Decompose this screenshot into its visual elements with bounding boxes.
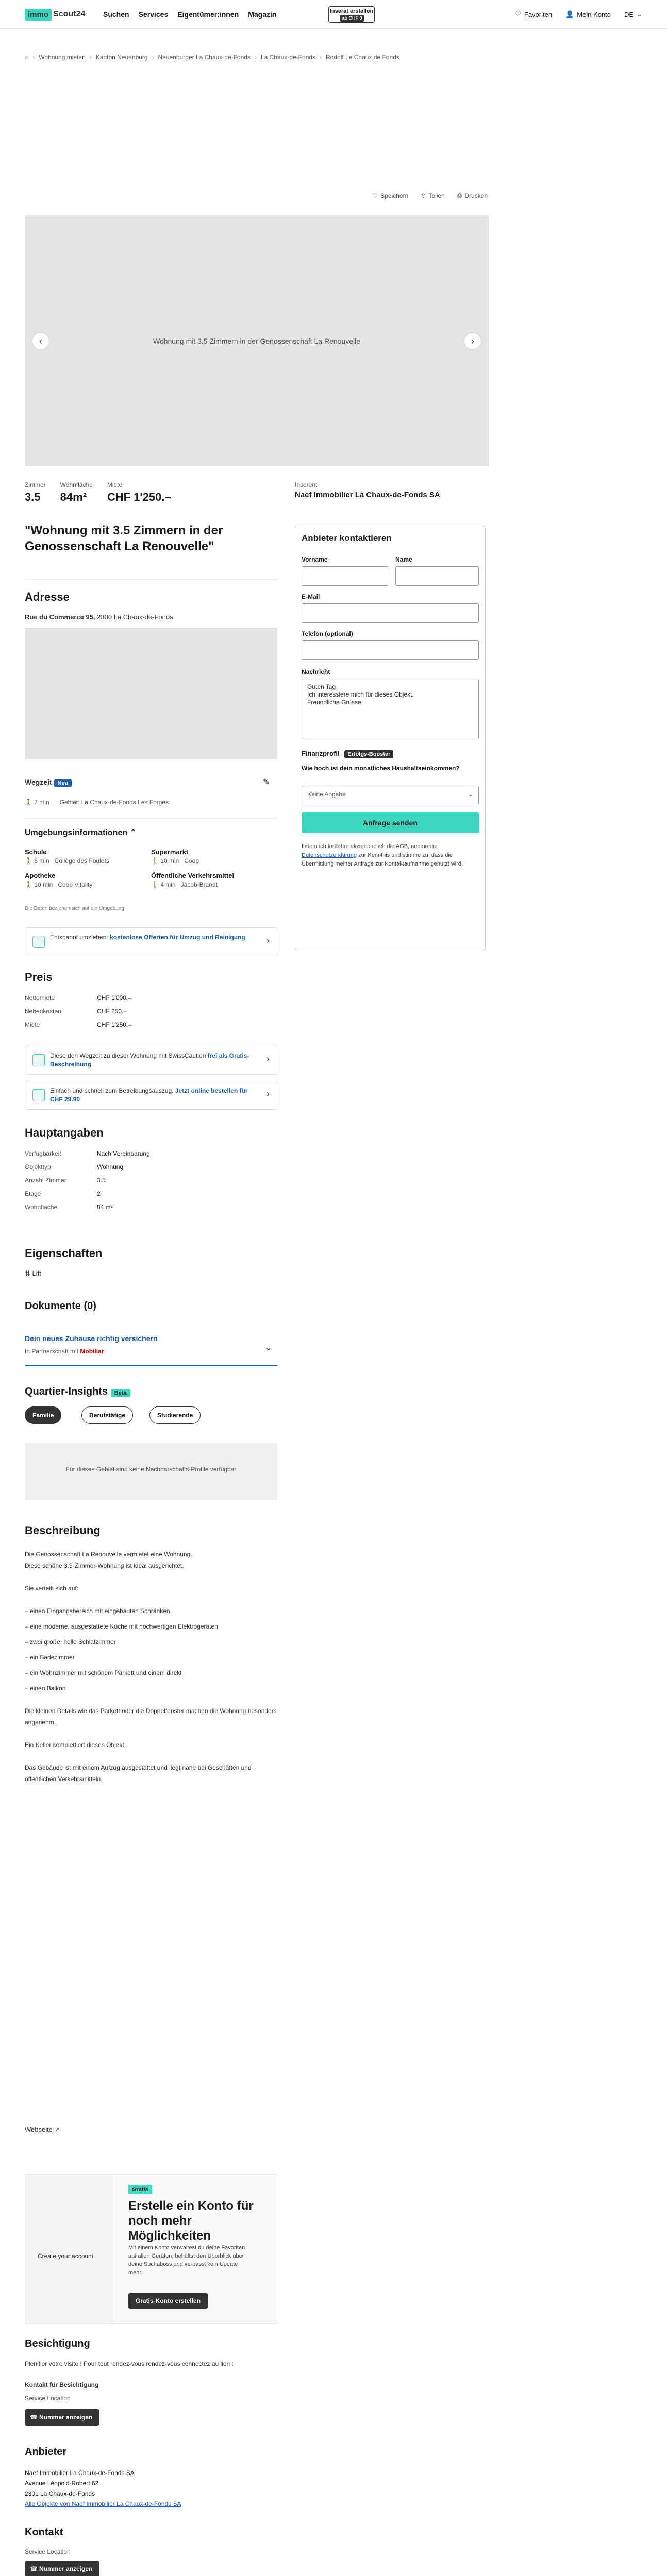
heart-icon: ♡ [372, 192, 378, 199]
surrounding-item: Öffentliche Verkehrsmittel 🚶 4 min Jacob-Brandt [151, 872, 235, 888]
share-button[interactable]: ⇪ Teilen [421, 192, 445, 199]
chevron-right-icon: › [266, 1054, 270, 1064]
fact-rooms: Zimmer 3.5 [25, 481, 46, 503]
price-row: Nettomiete CHF 1'000.– [25, 994, 131, 1002]
description-body: Die Genossenschaft La Renouvelle vermietet eine Wohnung. Diese schöne 3.5-Zimmer-Wohnung ist ideal ausgerichtet. Sie verteilt sich auf: – einen Eingangsbereich mit eingebauten Schränken – eine moderne, ausgestattete Küche mit hochwertigen Elektrogeräten – zwei große, helle Schlafzimmer – ein Badezimmer – ein Wohnzimmer mit schönem Parkett und einem direkt – einen Balkon Die kleinen Details wie das Parkett oder die Doppelfenster machen die Wohnung besonders angenehm. Ein Keller komplettiert dieses Objekt. Das Gebäude ist mit einem Aufzug ausgestattet und liegt nahe bei Geschäften und öffentlichen Verkehrsmitteln. [25, 1551, 277, 1783]
moving-offers-box[interactable]: Entspannt umziehen: kostenlose Offerten für Umzug und Reinigung › [25, 927, 277, 956]
insurance-partner: In Partnerschaft mit Mobiliar [25, 1348, 104, 1355]
viewing-show-number-button[interactable]: ☎ Nummer anzeigen [25, 2409, 99, 2426]
chevron-down-icon: ⌄ [637, 10, 642, 18]
surrounding-item: Schule 🚶 6 min Collège des Foulets [25, 848, 109, 865]
documents-heading: Dokumente (0) [25, 1300, 96, 1312]
account-promo: Create your account Gratis Erstelle ein Konto für noch mehr Möglichkeiten Mit einem Konto verwaltest du deine Favoriten auf allen Geräten, behältst den Überblick über deine Suchaboss und verpasst kein Update mehr. Gratis-Konto erstellen [25, 2174, 277, 2324]
promo-illustration [25, 2175, 113, 2323]
price-heading: Preis [25, 971, 53, 984]
nav-suchen[interactable]: Suchen [103, 10, 129, 19]
quarter-notice: Für dieses Gebiet sind keine Nachbarschafts-Profile verfügbar [25, 1443, 277, 1500]
firstname-input[interactable] [302, 566, 388, 586]
elevator-icon: ⇅ [25, 1269, 30, 1277]
insurance-title[interactable]: Dein neues Zuhause richtig versichern [25, 1334, 158, 1343]
description-heading: Beschreibung [25, 1524, 101, 1537]
viewing-contact-label: Kontakt für Besichtigung [25, 2381, 99, 2388]
external-link-icon: ↗ [54, 2126, 60, 2133]
insert-listing-button[interactable]: Inserat erstellen ab CHF 0 [328, 6, 375, 23]
walk-icon: 🚶 [151, 857, 159, 865]
main-info-table [25, 1147, 277, 1214]
fact-area: Wohnfläche 84m² [60, 481, 93, 503]
language-select[interactable]: DE ⌄ [624, 10, 642, 19]
fact-rent: Miete CHF 1'250.– [107, 481, 171, 503]
gallery-prev-button[interactable]: ‹ [32, 332, 49, 350]
save-button[interactable]: ♡ Speichern [372, 192, 409, 199]
info-row: Etage 2 [25, 1190, 101, 1197]
surroundings-grid [25, 848, 277, 888]
surroundings-note: Die Daten beziehen sich auf die Umgebung [25, 906, 124, 911]
share-icon: ⇪ [421, 192, 426, 199]
breadcrumb-item[interactable]: Kanton Neuenburg [95, 54, 148, 61]
price-row: Miete CHF 1'250.– [25, 1021, 131, 1028]
new-badge: Neu [54, 779, 72, 787]
heart-icon: ♡ [515, 10, 521, 18]
quarter-heading: Quartier-Insights Beta [25, 1386, 130, 1398]
income-select[interactable]: Keine Angabe ⌄ [302, 786, 479, 804]
gallery-next-button[interactable]: › [464, 332, 481, 350]
contact-heading: Kontakt [25, 2527, 63, 2538]
agent-label: Inserent [295, 481, 318, 488]
deposit-box[interactable]: Einfach und schnell zum Betreibungsauszug. Jetzt online bestellen für CHF 29.90 › [25, 1081, 277, 1110]
print-button[interactable]: ⎙ Drucken [457, 192, 488, 199]
walk-time-row: 🚶 7 min Gebiet: La Chaux-de-Fonds Les Forges [25, 799, 169, 806]
truck-icon [32, 936, 45, 948]
address-line: Rue du Commerce 95, 2300 La Chaux-de-Fonds [25, 613, 173, 621]
info-row: Wohnfläche 84 m² [25, 1204, 113, 1211]
shield-icon [32, 1054, 45, 1066]
chevron-right-icon: › [266, 1089, 270, 1099]
email-input[interactable] [302, 603, 479, 623]
edit-icon[interactable]: ✎ [263, 778, 270, 787]
message-textarea[interactable]: Guten Tag Ich interessiere mich für dieses Objekt. Freundliche Grüsse [302, 679, 479, 739]
address-heading: Adresse [25, 590, 70, 603]
pill-berufstaetige[interactable]: Berufstätige [81, 1406, 133, 1424]
breadcrumb-item[interactable]: Wohnung mieten [39, 54, 86, 61]
check-box[interactable]: Diese den Wegzeit zu dieser Wohnung mit SwissCaution frei als Gratis-Beschreibung › [25, 1046, 277, 1075]
form-disclaimer: Indem ich fortfahre akzeptiere ich die AGB, nehme die Datenschutzerklärung zur Kenntnis und stimme zu, dass die Übermittlung meiner Anfrage zur Kontaktaufnahme genutzt wird. [302, 843, 463, 867]
promo-heading: Erstelle ein Konto für noch mehr Möglichkeiten [128, 2199, 254, 2243]
finance-profile-label: Finanzprofil Erfolgs-Booster [302, 750, 393, 758]
breadcrumb: ⌂ › Wohnung mieten › Kanton Neuenburg › Neuenburger La Chaux-de-Fonds › La Chaux-de-Fonds › Rodolf Le Chaux de Fonds [25, 54, 399, 61]
viewing-text: Plenifier votre visite ! Pour tout rendez-vous rendez-vous connectez au lien : [25, 2360, 234, 2367]
nav-eigentuemer[interactable]: Eigentümer:innen [177, 10, 239, 19]
site-header [0, 0, 667, 29]
contact-form: Anbieter kontaktieren Vorname Name E-Mail Telefon (optional) Nachricht Guten Tag Ich interessiere mich für dieses Objekt. Freundliche Grüsse Finanzprofil Erfolgs-Booster Wie hoch ist dein monatliches Haushaltseinkommen? Keine Angabe ⌄ Anfrage senden Indem ich fortfahre akzeptiere ich die AGB, nehme die Datenschutzerklärung zur Kenntnis und stimme zu, dass die Übermittlung meiner Anfrage zur Kontaktaufnahme genutzt wird. [295, 526, 486, 950]
info-row: Verfügbarkeit Nach Vereinbarung [25, 1150, 150, 1157]
print-icon: ⎙ [457, 192, 462, 199]
breadcrumb-item[interactable]: Neuenburger La Chaux-de-Fonds [158, 54, 251, 61]
viewing-contact-value: Service Location [25, 2395, 71, 2402]
surrounding-item: Apotheke 🚶 10 min Coop Vitality [25, 872, 93, 888]
features-heading: Eigenschaften [25, 1247, 103, 1260]
document-icon [32, 1089, 45, 1101]
chevron-down-icon[interactable]: ⌄ [265, 1344, 272, 1352]
surroundings-heading[interactable]: Umgebungsinformationen ⌃ [25, 828, 137, 837]
price-row: Nebenkosten CHF 250.– [25, 1008, 127, 1015]
info-row: Anzahl Zimmer 3.5 [25, 1177, 106, 1184]
main-info-heading: Hauptangaben [25, 1126, 104, 1139]
contact-form-title: Anbieter kontaktieren [302, 533, 392, 543]
surrounding-item: Supermarkt 🚶 10 min Coop [151, 848, 199, 865]
chevron-down-icon: ⌄ [468, 791, 473, 798]
info-row: Objekttyp Wohnung [25, 1163, 124, 1171]
promo-text: Mit einem Konto verwaltest du deine Favoriten auf allen Geräten, behältst den Überblick über deine Suchaboss und verpasst kein Update mehr. [128, 2245, 245, 2276]
provider-heading: Anbieter [25, 2446, 67, 2458]
website-link[interactable]: Webseite ↗ [25, 2126, 60, 2133]
account-link[interactable]: 👤 Mein Konto [565, 10, 611, 19]
home-icon[interactable]: ⌂ [25, 54, 29, 61]
logo[interactable]: immo Scout24 [25, 8, 86, 21]
breadcrumb-item[interactable]: La Chaux-de-Fonds [260, 54, 316, 61]
agent-name[interactable]: Naef Immobilier La Chaux-de-Fonds SA [295, 490, 440, 499]
create-account-button[interactable]: Gratis-Konto erstellen [128, 2293, 208, 2309]
listing-title: "Wohnung mit 3.5 Zimmern in der Genossenschaft La Renouvelle" [25, 523, 223, 553]
gallery-caption: Wohnung mit 3.5 Zimmern in der Genossenschaft La Renouvelle [153, 337, 361, 345]
viewing-heading: Besichtigung [25, 2338, 90, 2349]
contact-show-number-button[interactable]: ☎ Nummer anzeigen [25, 2561, 99, 2576]
user-icon: 👤 [565, 10, 574, 18]
listing-actions [372, 192, 488, 199]
location-map[interactable] [25, 628, 277, 759]
chevron-up-icon: ⌃ [129, 828, 137, 837]
contact-value: Service Location [25, 2548, 71, 2555]
key-facts [25, 481, 171, 504]
chevron-right-icon: › [266, 935, 270, 945]
image-gallery[interactable] [25, 215, 489, 466]
favorites-link[interactable]: ♡ Favoriten [515, 10, 553, 19]
nav-magazin[interactable]: Magazin [248, 10, 277, 19]
breadcrumb-item: Rodolf Le Chaux de Fonds [326, 54, 399, 61]
walk-icon: 🚶 [25, 881, 32, 888]
nav-services[interactable]: Services [138, 10, 169, 19]
feature-lift: ⇅ Lift [25, 1269, 41, 1277]
phone-input[interactable] [302, 640, 479, 660]
provider-address: Naef Immobilier La Chaux-de-Fonds SA Avenue Léopold-Robert 62 2301 La Chaux-de-Fonds Alle Objekte von Naef Immobilier La Chaux-de-Fonds SA [25, 2468, 181, 2509]
walk-icon: 🚶 [25, 857, 32, 865]
lastname-input[interactable] [395, 566, 479, 586]
gratis-badge: Gratis [128, 2185, 152, 2194]
send-request-button[interactable]: Anfrage senden [302, 812, 479, 833]
walk-label: Wegzeit Neu [25, 778, 72, 787]
walk-icon: 🚶 [151, 881, 159, 888]
provider-all-listings-link[interactable]: Alle Objekte von Naef Immobilier La Chaux-de-Fonds SA [25, 2500, 181, 2507]
main-nav [103, 10, 276, 19]
price-table [25, 991, 277, 1031]
pill-studierende[interactable]: Studierende [149, 1406, 201, 1424]
pill-familie[interactable]: Familie [25, 1406, 61, 1424]
walk-icon: 🚶 [25, 799, 32, 806]
